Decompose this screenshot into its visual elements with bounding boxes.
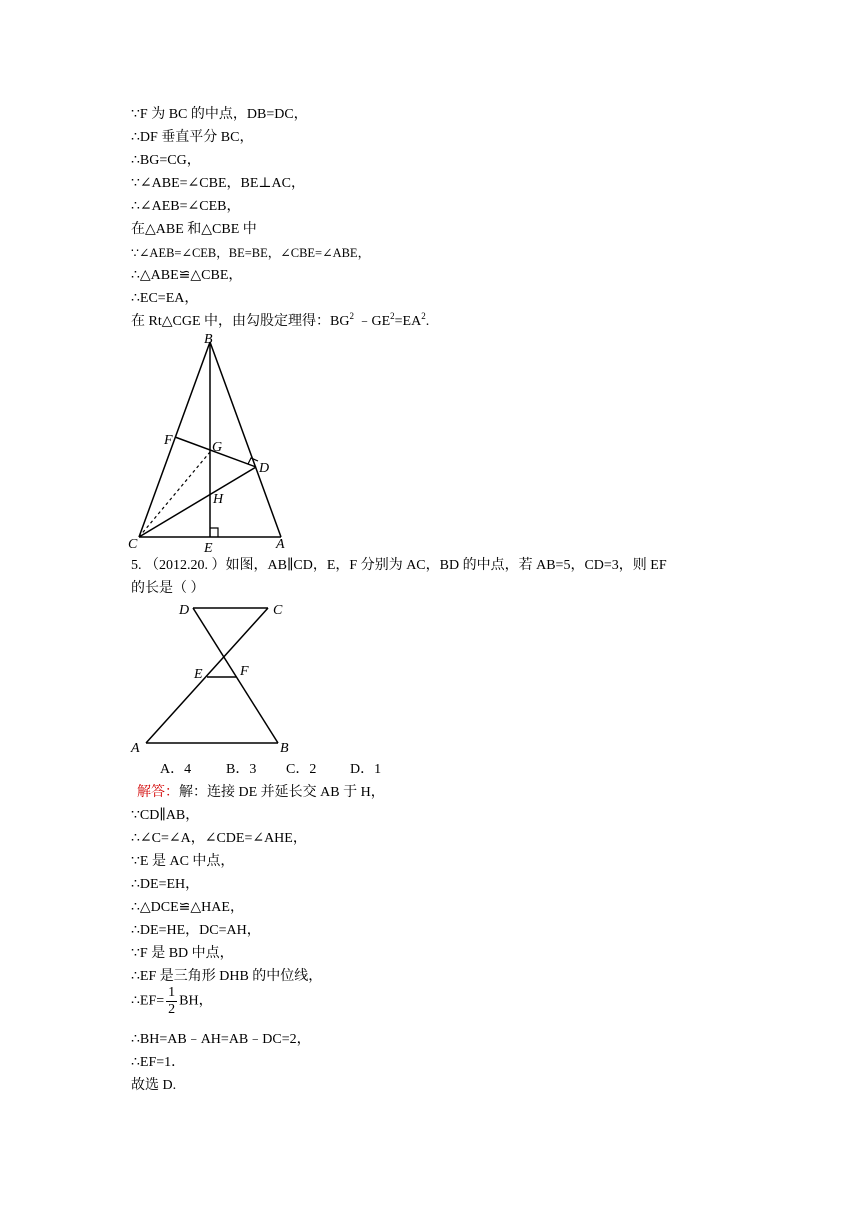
answer-tail-3: 故选 D. xyxy=(131,1078,177,1093)
segment-DB xyxy=(193,608,278,743)
pythagoras-end: . xyxy=(425,314,430,329)
fraction-numerator: 1 xyxy=(168,985,176,1000)
option-b: B．3 xyxy=(226,762,257,777)
answer-tag: 解答： xyxy=(137,785,179,800)
label-D: D xyxy=(179,603,190,618)
pythagoras-mid: ﹣GE xyxy=(353,314,391,329)
exponent: 2 xyxy=(421,311,426,321)
answer-line-2: ∴∠C=∠A，∠CDE=∠AHE， xyxy=(131,831,307,846)
proof-line-7: ∵∠AEB=∠CEB，BE=BE，∠CBE=∠ABE， xyxy=(131,246,371,260)
proof-line-2: ∴DF 垂直平分 BC， xyxy=(131,130,254,145)
proof-line-8: ∴△ABE≌△CBE， xyxy=(131,268,243,283)
exponent: 2 xyxy=(349,311,354,321)
proof-line-3: ∴BG=CG， xyxy=(131,153,201,168)
answer-line-1: ∵CD∥AB， xyxy=(131,808,200,823)
ef-prefix: ∴EF= xyxy=(131,993,165,1009)
label-F: F xyxy=(240,664,249,679)
label-E: E xyxy=(204,541,213,556)
label-B: B xyxy=(280,741,289,756)
segment-CA xyxy=(146,608,268,743)
question-5-line-2: 的长是（ ） xyxy=(131,581,205,596)
proof-line-1: ∵F 为 BC 的中点，DB=DC， xyxy=(131,107,308,122)
label-C: C xyxy=(273,603,283,618)
label-E: E xyxy=(194,667,203,682)
answer-first-line: 解：连接 DE 并延长交 AB 于 H， xyxy=(179,785,385,800)
label-G: G xyxy=(212,440,223,455)
label-A: A xyxy=(131,741,140,756)
answer-line-5: ∴△DCE≌△HAE， xyxy=(131,900,244,915)
answer-line-4: ∴DE=EH， xyxy=(131,877,200,892)
label-A: A xyxy=(276,537,285,552)
answer-line-8: ∴EF 是三角形 DHB 的中位线， xyxy=(131,969,323,984)
option-a: A．4 xyxy=(160,762,192,777)
answer-line-7: ∵F 是 BD 中点， xyxy=(131,946,234,961)
proof-line-6: 在△ABE 和△CBE 中 xyxy=(131,222,257,237)
answer-tail-1: ∴BH=AB﹣AH=AB﹣DC=2， xyxy=(131,1032,311,1047)
pythagoras-eq: =EA xyxy=(394,314,422,329)
label-C: C xyxy=(128,537,138,552)
question-5-line-1: 5. （2012.20. ）如图，AB∥CD，E，F 分别为 AC，BD 的中点，若 AB=5，CD=3，则 EF xyxy=(131,558,667,573)
proof-line-4: ∵∠ABE=∠CBE，BE⊥AC， xyxy=(131,176,305,191)
label-H: H xyxy=(213,492,224,507)
label-D: D xyxy=(259,461,270,476)
label-F: F xyxy=(164,433,173,448)
option-c: C．2 xyxy=(286,762,317,777)
fraction-denominator: 2 xyxy=(168,1002,176,1017)
answer-options xyxy=(160,761,381,779)
ef-fraction-line xyxy=(131,985,213,1018)
proof-line-9: ∴EC=EA， xyxy=(131,291,199,306)
option-d: D．1 xyxy=(350,762,382,777)
exponent: 2 xyxy=(390,311,395,321)
answer-line-3: ∵E 是 AC 中点， xyxy=(131,854,235,869)
fraction-one-half xyxy=(166,985,177,1018)
answer-intro xyxy=(137,784,385,802)
label-B: B xyxy=(204,332,213,347)
pythagoras-prefix: 在 Rt△CGE 中，由勾股定理得：BG xyxy=(131,314,350,329)
proof-line-5: ∴∠AEB=∠CEB， xyxy=(131,199,241,214)
ef-suffix: BH， xyxy=(179,993,213,1009)
answer-tail-2: ∴EF=1． xyxy=(131,1055,186,1070)
answer-line-6: ∴DE=HE，DC=AH， xyxy=(131,923,261,938)
